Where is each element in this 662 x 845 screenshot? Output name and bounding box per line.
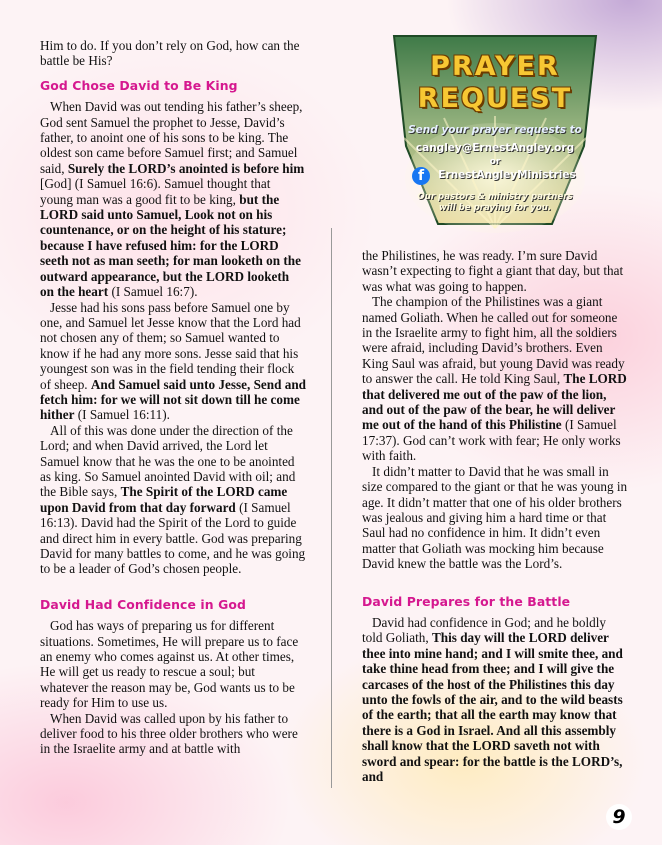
intro-paragraph: Him to do. If you don’t rely on God, how can the battle be His? — [40, 38, 300, 69]
right-column — [362, 248, 628, 784]
page-number: 9 — [606, 804, 632, 830]
ad-or: or — [489, 157, 501, 167]
ad-title-request: REQUEST — [417, 83, 573, 114]
paragraph: When David was out tending his father’s sheep, God sent Samuel the prophet to Jesse, David’s father, to anoint one of his sons to be king. The oldest son came before Samuel first; and Samuel said, Surely the LORD’s anointed is before him [God] (I Samuel 16:6). Samuel thought that young man was a good fit to be king, but the LORD said unto Samuel, Look not on his countenance, or on the height of his stature; because I have refused him: for the LORD seeth not as man seeth; for man looketh on the outward appearance, but the LORD looketh on the heart (I Samuel 16:7). — [40, 99, 305, 300]
paragraph: God has ways of preparing us for different situations. Sometimes, He will prepare us to face an enemy who comes against us. At other times, He will get us ready to rescue a soul; but whatever the reason may be, God wants us to be ready for Him to use us. — [40, 618, 299, 711]
paragraph: Jesse had his sons pass before Samuel one by one, and Samuel let Jesse know that the Lord had not chosen any of them; so Samuel wanted to know if he had any more sons. Jesse said that his youngest son was in the field tending their flock of sheep. And Samuel said unto Jesse, Send and fetch him: for we will not sit down till he come hither (I Samuel 16:11). — [40, 299, 307, 423]
paragraph: the Philistines, he was ready. I’m sure David wasn’t expecting to fight a giant that day, but that was what was going to happen. — [362, 248, 624, 294]
paragraph: When David was called upon by his father to deliver food to his three older brothers who were in the Israelite army and at battle with — [40, 710, 298, 757]
paragraph: It didn’t matter to David that he was small in size compared to the giant or that he was young in age. It didn’t matter that one of his older brothers was jealous and giving him a hard time or that Saul had no confidence in him. It didn’t even matter that Goliath was mocking him because David knew the battle was the Lord’s. — [362, 463, 628, 572]
ad-footer-line1: Our pastors & ministry partners — [417, 192, 573, 202]
ad-title-prayer: PRAYER — [430, 51, 560, 82]
paragraph: The champion of the Philistines was a giant named Goliath. When he called out for someone in the Israelite army to fight him, all the soldiers were afraid, including David’s brothers. Even King Saul was afraid, but young David was ready to answer the call. He told King Saul, The LORD that delivered me out of the paw of the lion, and out of the paw of the bear, he will deliver me out of the hand of this Philistine (I Samuel 17:37). God can’t work with fear; He only works with faith. — [362, 294, 627, 464]
paragraph: All of this was done under the direction of the Lord; and when David arrived, the Lord let Samuel know that he was the one to be anointed as king. So Samuel anointed David with oil; and the Bible says, The Spirit of the LORD came upon David from that day forward (I Samuel 16:13). David had the Spirit of the Lord to guide and direct him in every battle. God was preparing David for many battles to come, and he was going to be a leader of God’s chosen people. — [40, 422, 306, 577]
column-divider — [331, 228, 332, 788]
left-column — [40, 38, 306, 757]
ad-footer-line2: will be praying for you. — [438, 203, 552, 213]
heading-david-confidence: David Had Confidence in God — [40, 596, 246, 612]
facebook-icon[interactable]: f — [412, 167, 430, 185]
ad-email[interactable]: cangley@ErnestAngley.org — [415, 142, 575, 154]
ad-send-line: Send your prayer requests to — [408, 124, 582, 136]
prayer-request-ad[interactable] — [384, 28, 606, 233]
paragraph: David had confidence in God; and he boldly told Goliath, This day will the LORD deliver thee into mine hand; and I will smite thee, and take thine head from thee; and I will give the carcases of the host of the Philistines this day unto the fowls of the air, and to the wild beasts of the earth; that all the earth may know that there is a God in Israel. And all this assembly shall know that the LORD saveth not with sword and spear: for the battle is the LORD’s, and — [362, 614, 623, 784]
ad-facebook-handle[interactable]: ErnestAngleyMinistries — [438, 169, 576, 181]
heading-god-chose-david: God Chose David to Be King — [40, 77, 238, 93]
heading-david-prepares: David Prepares for the Battle — [362, 593, 571, 609]
